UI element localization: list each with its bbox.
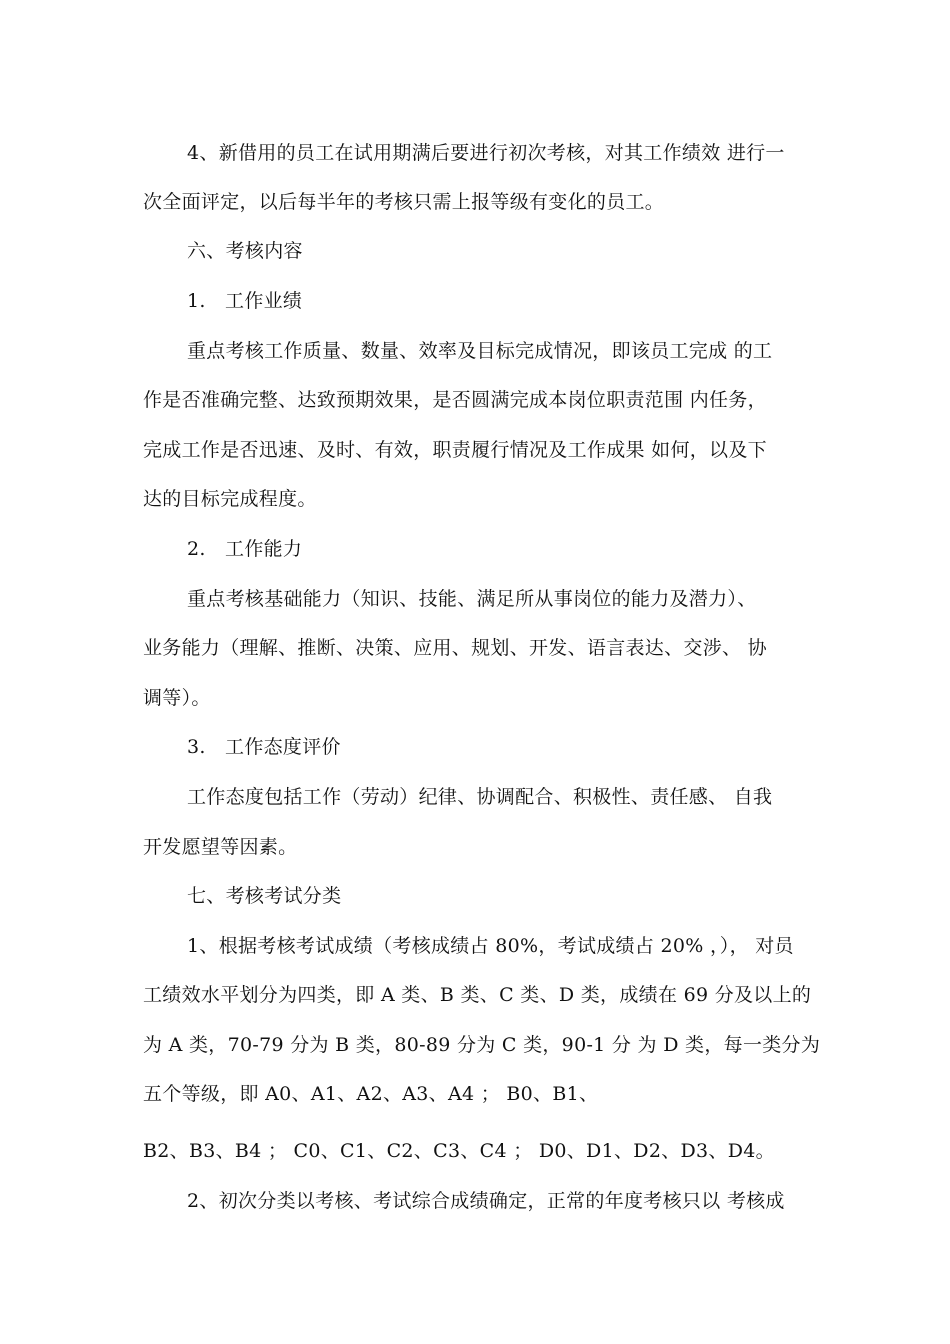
paragraph-line: 次全面评定，以后每半年的考核只需上报等级有变化的员工。 [143, 191, 665, 213]
section-heading: 六、考核内容 [187, 240, 303, 262]
paragraph-line: 开发愿望等因素。 [143, 836, 298, 858]
paragraph-line: 为 A 类，70-79 分为 B 类，80-89 分为 C 类，90-1 分 为 D 类，每一类分为 [143, 1034, 821, 1056]
paragraph-line: 1、根据考核考试成绩（考核成绩占 80%，考试成绩占 20% ，）， 对员 [187, 935, 794, 957]
paragraph-line: 五个等级，即 A0、A1、A2、A3、A4 ； B0、B1、 [143, 1083, 599, 1105]
paragraph-line: B2、B3、B4 ； C0、C1、C2、C3、C4 ； D0、D1、D2、D3、D4。 [143, 1140, 775, 1162]
subsection-heading: 2. 工作能力 [187, 538, 303, 560]
paragraph-line: 作是否准确完整、达致预期效果，是否圆满完成本岗位职责范围 内任务， [143, 389, 767, 411]
paragraph-line: 达的目标完成程度。 [143, 488, 317, 510]
paragraph-line: 完成工作是否迅速、及时、有效，职责履行情况及工作成果 如何，以及下 [143, 439, 767, 461]
paragraph-line: 2、初次分类以考核、考试综合成绩确定，正常的年度考核只以 考核成 [187, 1190, 785, 1212]
section-heading: 七、考核考试分类 [187, 885, 342, 907]
paragraph-line: 工绩效水平划分为四类，即 A 类、B 类、C 类、D 类，成绩在 69 分及以上的 [143, 984, 812, 1006]
paragraph-line: 调等）。 [143, 687, 211, 709]
paragraph-line: 业务能力（理解、推断、决策、应用、规划、开发、语言表达、交涉、 协 [143, 637, 767, 659]
paragraph-line: 4、新借用的员工在试用期满后要进行初次考核，对其工作绩效 进行一 [187, 142, 785, 164]
paragraph-line: 重点考核基础能力（知识、技能、满足所从事岗位的能力及潜力）、 [187, 588, 757, 610]
subsection-heading: 1. 工作业绩 [187, 290, 303, 312]
paragraph-line: 工作态度包括工作（劳动）纪律、协调配合、积极性、责任感、 自我 [187, 786, 773, 808]
subsection-heading: 3. 工作态度评价 [187, 736, 341, 758]
paragraph-line: 重点考核工作质量、数量、效率及目标完成情况，即该员工完成 的工 [187, 340, 773, 362]
